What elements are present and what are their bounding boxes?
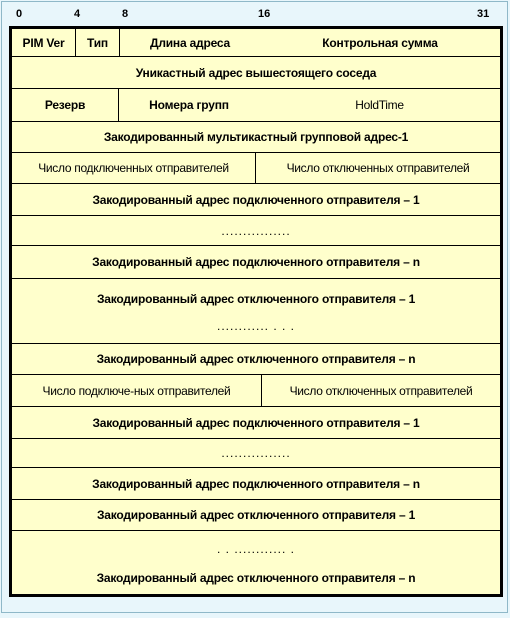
joined-source-1-label-2: Закодированный адрес подключенного отправителя – 1	[92, 415, 420, 430]
bit-label-16: 16	[258, 8, 271, 20]
pim-join-prune-packet	[9, 26, 503, 597]
joined-count-field-2	[12, 375, 262, 406]
joined-source-n-label-2: Закодированный адрес подключенного отправителя – n	[92, 476, 420, 491]
pruned-source-n-label-2: Закодированный адрес отключенного отправителя – n	[96, 570, 416, 585]
bit-label-8: 8	[122, 8, 129, 20]
pim-ver-field	[12, 29, 76, 56]
bit-label-0: 0	[16, 8, 23, 20]
bit-label-31: 31	[477, 8, 490, 20]
joined-source-n-label: Закодированный адрес подключенного отправителя – n	[92, 255, 420, 269]
addr-len-label: Длина адреса	[149, 35, 231, 50]
joined-source-1-row	[12, 184, 500, 216]
checksum-label: Контрольная сумма	[322, 35, 438, 50]
pruned-ellipsis-2: . . ............ .	[216, 542, 295, 557]
joined-source-1-label: Закодированный адрес подключенного отправителя – 1	[92, 192, 420, 207]
joined-ellipsis-2: ................	[221, 446, 291, 460]
joined-source-1-row-2	[12, 407, 500, 439]
pruned-count-label-1: Число отключенных отправителей	[286, 161, 470, 175]
upstream-neighbor-row	[12, 57, 500, 89]
joined-ellipsis: ................	[221, 223, 291, 238]
pruned-sources-stack	[12, 279, 500, 343]
source-counts-row-2	[12, 375, 500, 407]
pruned-source-1-label-2: Закодированный адрес отключенного отправителя – 1	[96, 508, 416, 522]
group-address-label: Закодированный мультикастный групповой адрес-1	[103, 130, 409, 144]
joined-source-n-row	[12, 246, 500, 279]
joined-count-field-1	[12, 153, 256, 183]
joined-count-label-1: Число подключенных отправителей	[38, 161, 229, 175]
source-counts-row-1	[12, 153, 500, 184]
reserved-field	[12, 89, 119, 121]
addr-len-field	[120, 29, 260, 56]
pruned-sources-block	[12, 279, 500, 344]
pruned-count-field-2	[262, 375, 500, 406]
pruned-source-n-label: Закодированный адрес отключенного отправителя – n	[96, 352, 416, 366]
bit-ruler	[0, 8, 510, 24]
header-row	[12, 29, 500, 57]
pruned-source-1-label: Закодированный адрес отключенного отправителя – 1	[96, 291, 416, 306]
joined-ellipsis-row-2	[12, 439, 500, 468]
holdtime-label: HoldTime	[355, 98, 404, 112]
upstream-neighbor-label: Уникастный адрес вышестоящего соседа	[135, 65, 377, 80]
pruned-ellipsis: ............ . . .	[216, 318, 295, 333]
joined-count-label-2: Число подключе-ных отправителей	[42, 383, 231, 398]
reserved-label: Резерв	[44, 98, 86, 112]
joined-source-n-row-2	[12, 468, 500, 500]
checksum-field	[260, 29, 500, 56]
pruned-count-label-2: Число отключенных отправителей	[289, 383, 473, 398]
pim-ver-label: PIM Ver	[22, 35, 65, 50]
group-count-label: Номера групп	[149, 98, 229, 112]
pruned-source-n-row	[12, 344, 500, 375]
holdtime-field	[259, 89, 500, 121]
type-field	[76, 29, 120, 56]
bit-label-4: 4	[74, 8, 81, 20]
reserved-row	[12, 89, 500, 122]
group-count-field	[119, 89, 259, 121]
group-address-row	[12, 122, 500, 153]
joined-ellipsis-row	[12, 216, 500, 246]
pruned-source-1-row-2	[12, 500, 500, 531]
pruned-tail-block-2	[12, 531, 500, 594]
pruned-count-field-1	[256, 153, 500, 183]
pruned-tail-stack-2	[12, 531, 500, 594]
type-label: Тип	[87, 35, 108, 50]
